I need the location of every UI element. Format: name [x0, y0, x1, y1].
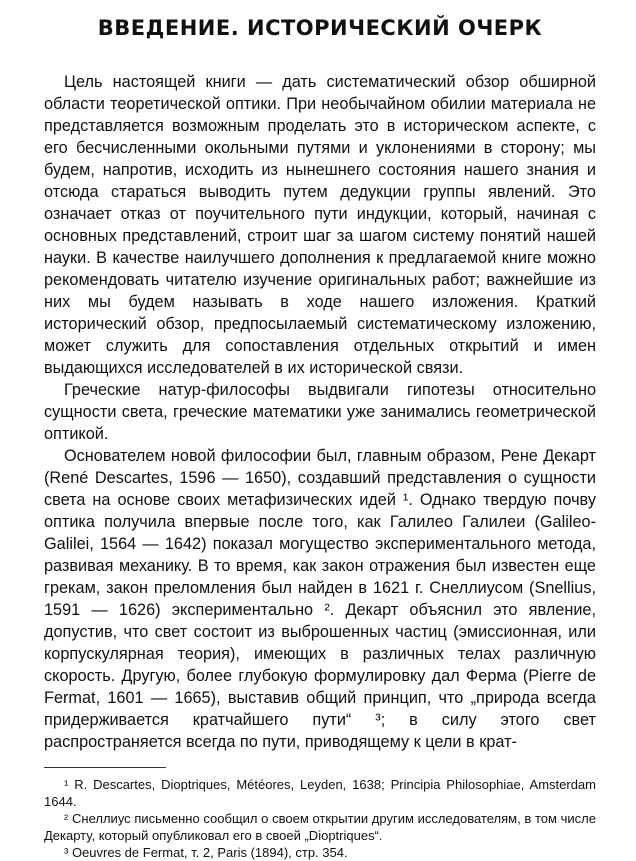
paragraph-descartes: [44, 445, 596, 753]
paragraph-intro: [44, 71, 596, 379]
book-page: [44, 8, 596, 861]
chapter-title: ВВЕДЕНИЕ. ИСТОРИЧЕСКИЙ ОЧЕРК: [97, 16, 543, 40]
paragraph-descartes-text: Основателем новой философии был, главным образом, Рене Декарт (René Descartes, 1596 — 1650), создавший представления о сущности света на основе своих метафизических идей ¹. Однако твердую почву оптика получила впервые после того, как Галилео Галилеи (Galileo-Galilei, 1564 — 1642) показал могущество экспериментального метода, развивая механику. В то время, как закон отражения был известен еще грекам, закон преломления был найден в 1621 г. Снеллиусом (Snellius, 1591 — 1626) экспериментально ². Декарт объяснил это явление, допустив, что свет состоит из выброшенных частиц (эмиссионная, или корпускулярная теория), имеющих в различных телах различную скорость. Другую, более глубокую формулировку дал Ферма (Pierre de Fermat, 1601 — 1665), выставив общий принцип, что „природа всегда придерживается кратчайшего пути“ ³; в силу этого свет распространяется всегда по пути, приводящему к цели в крат-: [44, 447, 596, 751]
footnote-3: ³ Oeuvres de Fermat, т. 2, Paris (1894), стр. 354.: [64, 845, 348, 860]
footnote-1: ¹ R. Descartes, Dioptriques, Météores, Leyden, 1638; Principia Philosophiae, Amsterdam 1644.: [44, 777, 596, 809]
paragraph-intro-text: Цель настоящей книги — дать систематический обзор обширной области теоретической оптики. При необычайном обилии материала не представляется возможным проделать это в историческом аспекте, с его бесчисленными окольными путями и уклонениями в сторону; мы будем, напротив, исходить из нынешнего состояния нашего знания и отсюда стараться выводить путем дедукции группы явлений. Это означает отказ от поучительного пути индукции, который, начиная с основных представлений, строит шаг за шагом систему понятий нашей науки. В качестве наилучшего дополнения к предлагаемой книге можно рекомендовать читателю изучение оригинальных работ; важнейшие из них мы будем называть в ходе нашего изложения. Краткий исторический обзор, предпосылаемый систематическому изложению, может служить для сопоставления отдельных открытий и имен выдающихся исследователей в их исторической связи.: [44, 73, 596, 377]
paragraph-greeks-text: Греческие натур-философы выдвигали гипотезы относительно сущности света, греческие математики уже занимались геометрической оптикой.: [44, 381, 596, 443]
footnote-2: ² Снеллиус письменно сообщил о своем открытии другим исследователям, в том числе Декарту, который опубликовал его в своей „Dioptriques“.: [44, 811, 596, 843]
paragraph-greeks: [44, 379, 596, 445]
footnote-separator: [44, 767, 166, 768]
